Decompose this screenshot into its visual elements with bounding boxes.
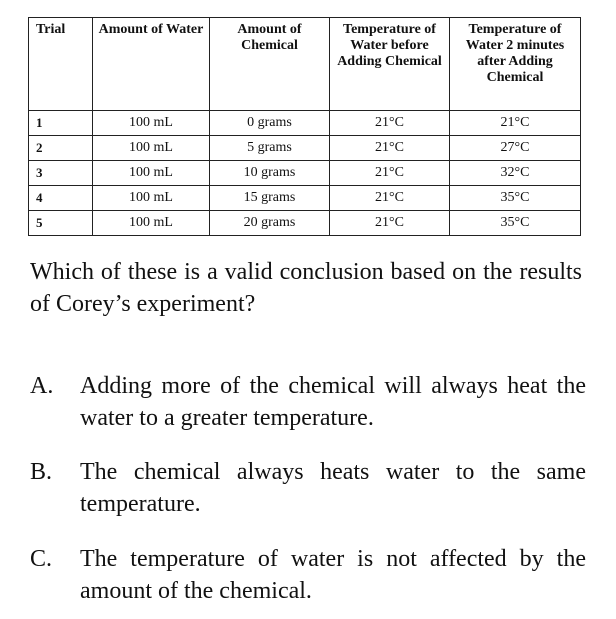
temp-before-cell: 21°C bbox=[330, 136, 450, 161]
option-text: Adding more of the chemical will always heat the water to a greater temperature. bbox=[80, 373, 586, 431]
trial-cell: 1 bbox=[29, 111, 93, 136]
header-temp-after: Temperature of Water 2 minutes after Adding Chemical bbox=[450, 18, 581, 111]
temp-after-cell: 27°C bbox=[450, 136, 581, 161]
table-row bbox=[29, 211, 581, 236]
temp-after-cell: 35°C bbox=[450, 211, 581, 236]
answer-option-c[interactable] bbox=[30, 543, 586, 607]
option-letter: C. bbox=[30, 546, 53, 572]
answer-option-a[interactable] bbox=[30, 370, 586, 434]
header-temp-before: Temperature of Water before Adding Chemical bbox=[330, 18, 450, 111]
water-cell: 100 mL bbox=[93, 186, 210, 211]
trial-cell: 3 bbox=[29, 161, 93, 186]
chemical-cell: 0 grams bbox=[210, 111, 330, 136]
experiment-table bbox=[28, 17, 581, 236]
temp-before-cell: 21°C bbox=[330, 111, 450, 136]
chemical-cell: 5 grams bbox=[210, 136, 330, 161]
experiment-table-container bbox=[28, 17, 580, 236]
chemical-cell: 15 grams bbox=[210, 186, 330, 211]
table-header-row bbox=[29, 18, 581, 111]
header-amount-of-chemical: Amount of Chemical bbox=[210, 18, 330, 111]
header-trial: Trial bbox=[29, 18, 93, 111]
table-row bbox=[29, 111, 581, 136]
option-letter: A. bbox=[30, 373, 54, 399]
chemical-cell: 10 grams bbox=[210, 161, 330, 186]
option-text: The chemical always heats water to the same temperature. bbox=[80, 459, 586, 517]
temp-after-cell: 21°C bbox=[450, 111, 581, 136]
table-row bbox=[29, 186, 581, 211]
temp-after-cell: 32°C bbox=[450, 161, 581, 186]
question-text: Which of these is a valid conclusion based on the results of Corey’s experiment? bbox=[30, 259, 582, 317]
temp-before-cell: 21°C bbox=[330, 161, 450, 186]
answer-option-b[interactable] bbox=[30, 456, 586, 520]
trial-cell: 4 bbox=[29, 186, 93, 211]
chemical-cell: 20 grams bbox=[210, 211, 330, 236]
option-text: The temperature of water is not affected by the amount of the chemical. bbox=[80, 546, 586, 604]
trial-cell: 5 bbox=[29, 211, 93, 236]
option-letter: B. bbox=[30, 459, 53, 485]
temp-before-cell: 21°C bbox=[330, 186, 450, 211]
water-cell: 100 mL bbox=[93, 211, 210, 236]
temp-before-cell: 21°C bbox=[330, 211, 450, 236]
water-cell: 100 mL bbox=[93, 111, 210, 136]
header-amount-of-water: Amount of Water bbox=[93, 18, 210, 111]
table-row bbox=[29, 161, 581, 186]
water-cell: 100 mL bbox=[93, 136, 210, 161]
temp-after-cell: 35°C bbox=[450, 186, 581, 211]
table-row bbox=[29, 136, 581, 161]
trial-cell: 2 bbox=[29, 136, 93, 161]
water-cell: 100 mL bbox=[93, 161, 210, 186]
